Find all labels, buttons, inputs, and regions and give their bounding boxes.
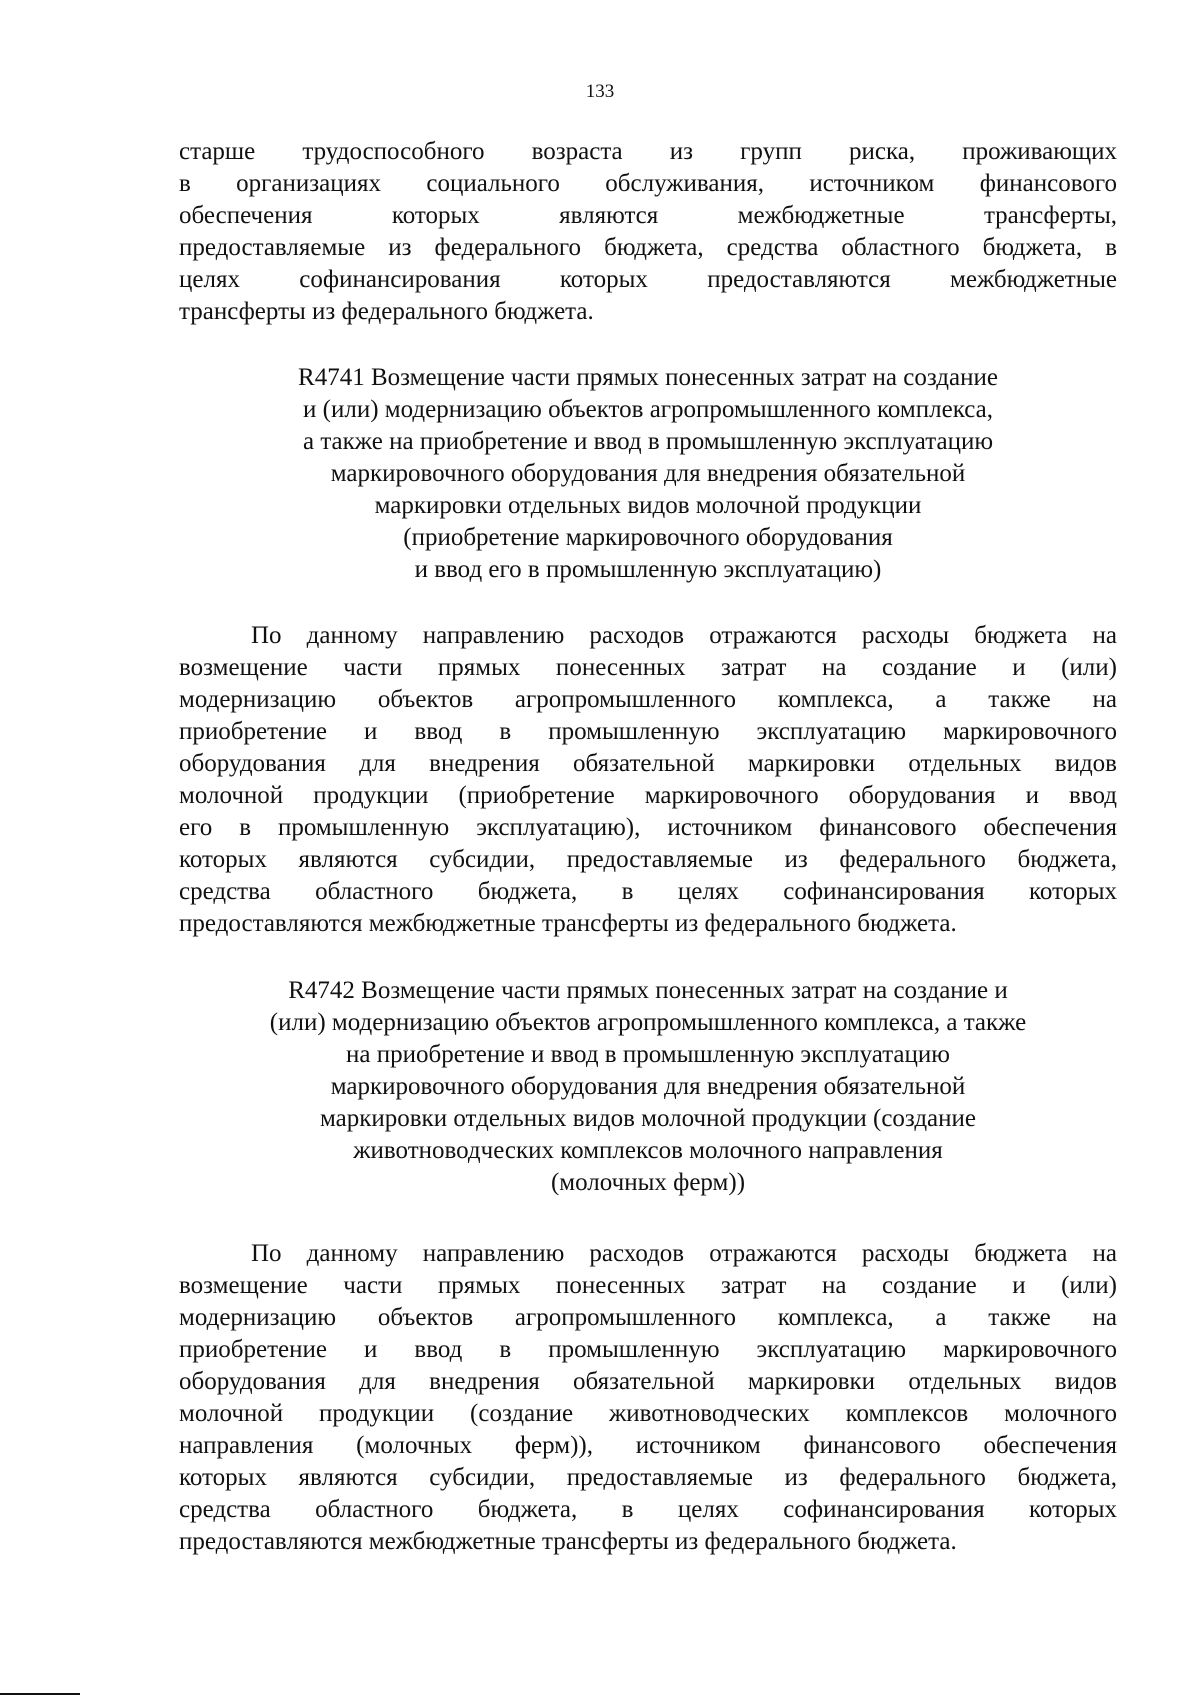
paragraph-line: целях софинансирования которых предоставляются межбюджетные [179,266,1117,293]
heading-line: и ввод его в промышленную эксплуатацию) [414,556,882,583]
paragraph-line: в организациях социального обслуживания, источником финансового [179,170,1117,197]
heading-line: R4742 Возмещение части прямых понесенных затрат на создание и [288,977,1008,1004]
paragraph-line: предоставляются межбюджетные трансферты из федерального бюджета. [179,1528,957,1555]
paragraph-line: которых являются субсидии, предоставляемые из федерального бюджета, [179,1464,1117,1491]
section-heading-r4742 [179,975,1117,1199]
paragraph-line: модернизацию объектов агропромышленного комплекса, а также на [179,686,1117,713]
paragraph-line: старше трудоспособного возраста из групп риска, проживающих [179,138,1117,165]
paragraph-line: средства областного бюджета, в целях софинансирования которых [179,1496,1117,1523]
footnote-rule [0,1693,80,1695]
paragraph-line: оборудования для внедрения обязательной маркировки отдельных видов [179,1368,1117,1395]
paragraph-line: предоставляемые из федерального бюджета, средства областного бюджета, в [179,234,1117,261]
heading-line: животноводческих комплексов молочного направления [353,1137,943,1164]
paragraph-line: приобретение и ввод в промышленную эксплуатацию маркировочного [179,718,1117,745]
paragraph-line: направления (молочных ферм)), источником финансового обеспечения [179,1432,1117,1459]
page-number: 133 [585,81,615,102]
paragraph-line: которых являются субсидии, предоставляемые из федерального бюджета, [179,846,1117,873]
paragraph-r4741 [179,620,1117,940]
paragraph-line: трансферты из федерального бюджета. [179,298,594,325]
paragraph-line: По данному направлению расходов отражаются расходы бюджета на [251,1240,1117,1267]
heading-line: R4741 Возмещение части прямых понесенных затрат на создание [298,364,998,391]
paragraph-r4742 [179,1238,1117,1558]
heading-line: маркировки отдельных видов молочной продукции [374,492,922,519]
section-heading-r4741 [179,362,1117,586]
heading-line: маркировочного оборудования для внедрения обязательной [330,460,966,487]
heading-line: (приобретение маркировочного оборудования [403,524,893,551]
paragraph-line: молочной продукции (приобретение маркировочного оборудования и ввод [179,782,1117,809]
heading-line: (молочных ферм)) [550,1169,746,1196]
heading-line: на приобретение и ввод в промышленную эксплуатацию [346,1041,950,1068]
heading-line: маркировочного оборудования для внедрения обязательной [330,1073,966,1100]
paragraph-line: предоставляются межбюджетные трансферты из федерального бюджета. [179,910,957,937]
paragraph-line: приобретение и ввод в промышленную эксплуатацию маркировочного [179,1336,1117,1363]
heading-line: маркировки отдельных видов молочной продукции (создание [319,1105,977,1132]
paragraph-continuation [179,136,1117,328]
paragraph-line: его в промышленную эксплуатацию), источником финансового обеспечения [179,814,1117,841]
paragraph-line: обеспечения которых являются межбюджетные трансферты, [179,202,1117,229]
paragraph-line: модернизацию объектов агропромышленного комплекса, а также на [179,1304,1117,1331]
paragraph-line: молочной продукции (создание животноводческих комплексов молочного [179,1400,1117,1427]
heading-line: (или) модернизацию объектов агропромышленного комплекса, а также [269,1009,1027,1036]
heading-line: а также на приобретение и ввод в промышленную эксплуатацию [302,428,993,455]
paragraph-line: возмещение части прямых понесенных затрат на создание и (или) [179,1272,1117,1299]
paragraph-line: средства областного бюджета, в целях софинансирования которых [179,878,1117,905]
paragraph-line: возмещение части прямых понесенных затрат на создание и (или) [179,654,1117,681]
paragraph-line: По данному направлению расходов отражаются расходы бюджета на [251,622,1117,649]
heading-line: и (или) модернизацию объектов агропромышленного комплекса, [303,396,993,423]
paragraph-line: оборудования для внедрения обязательной маркировки отдельных видов [179,750,1117,777]
